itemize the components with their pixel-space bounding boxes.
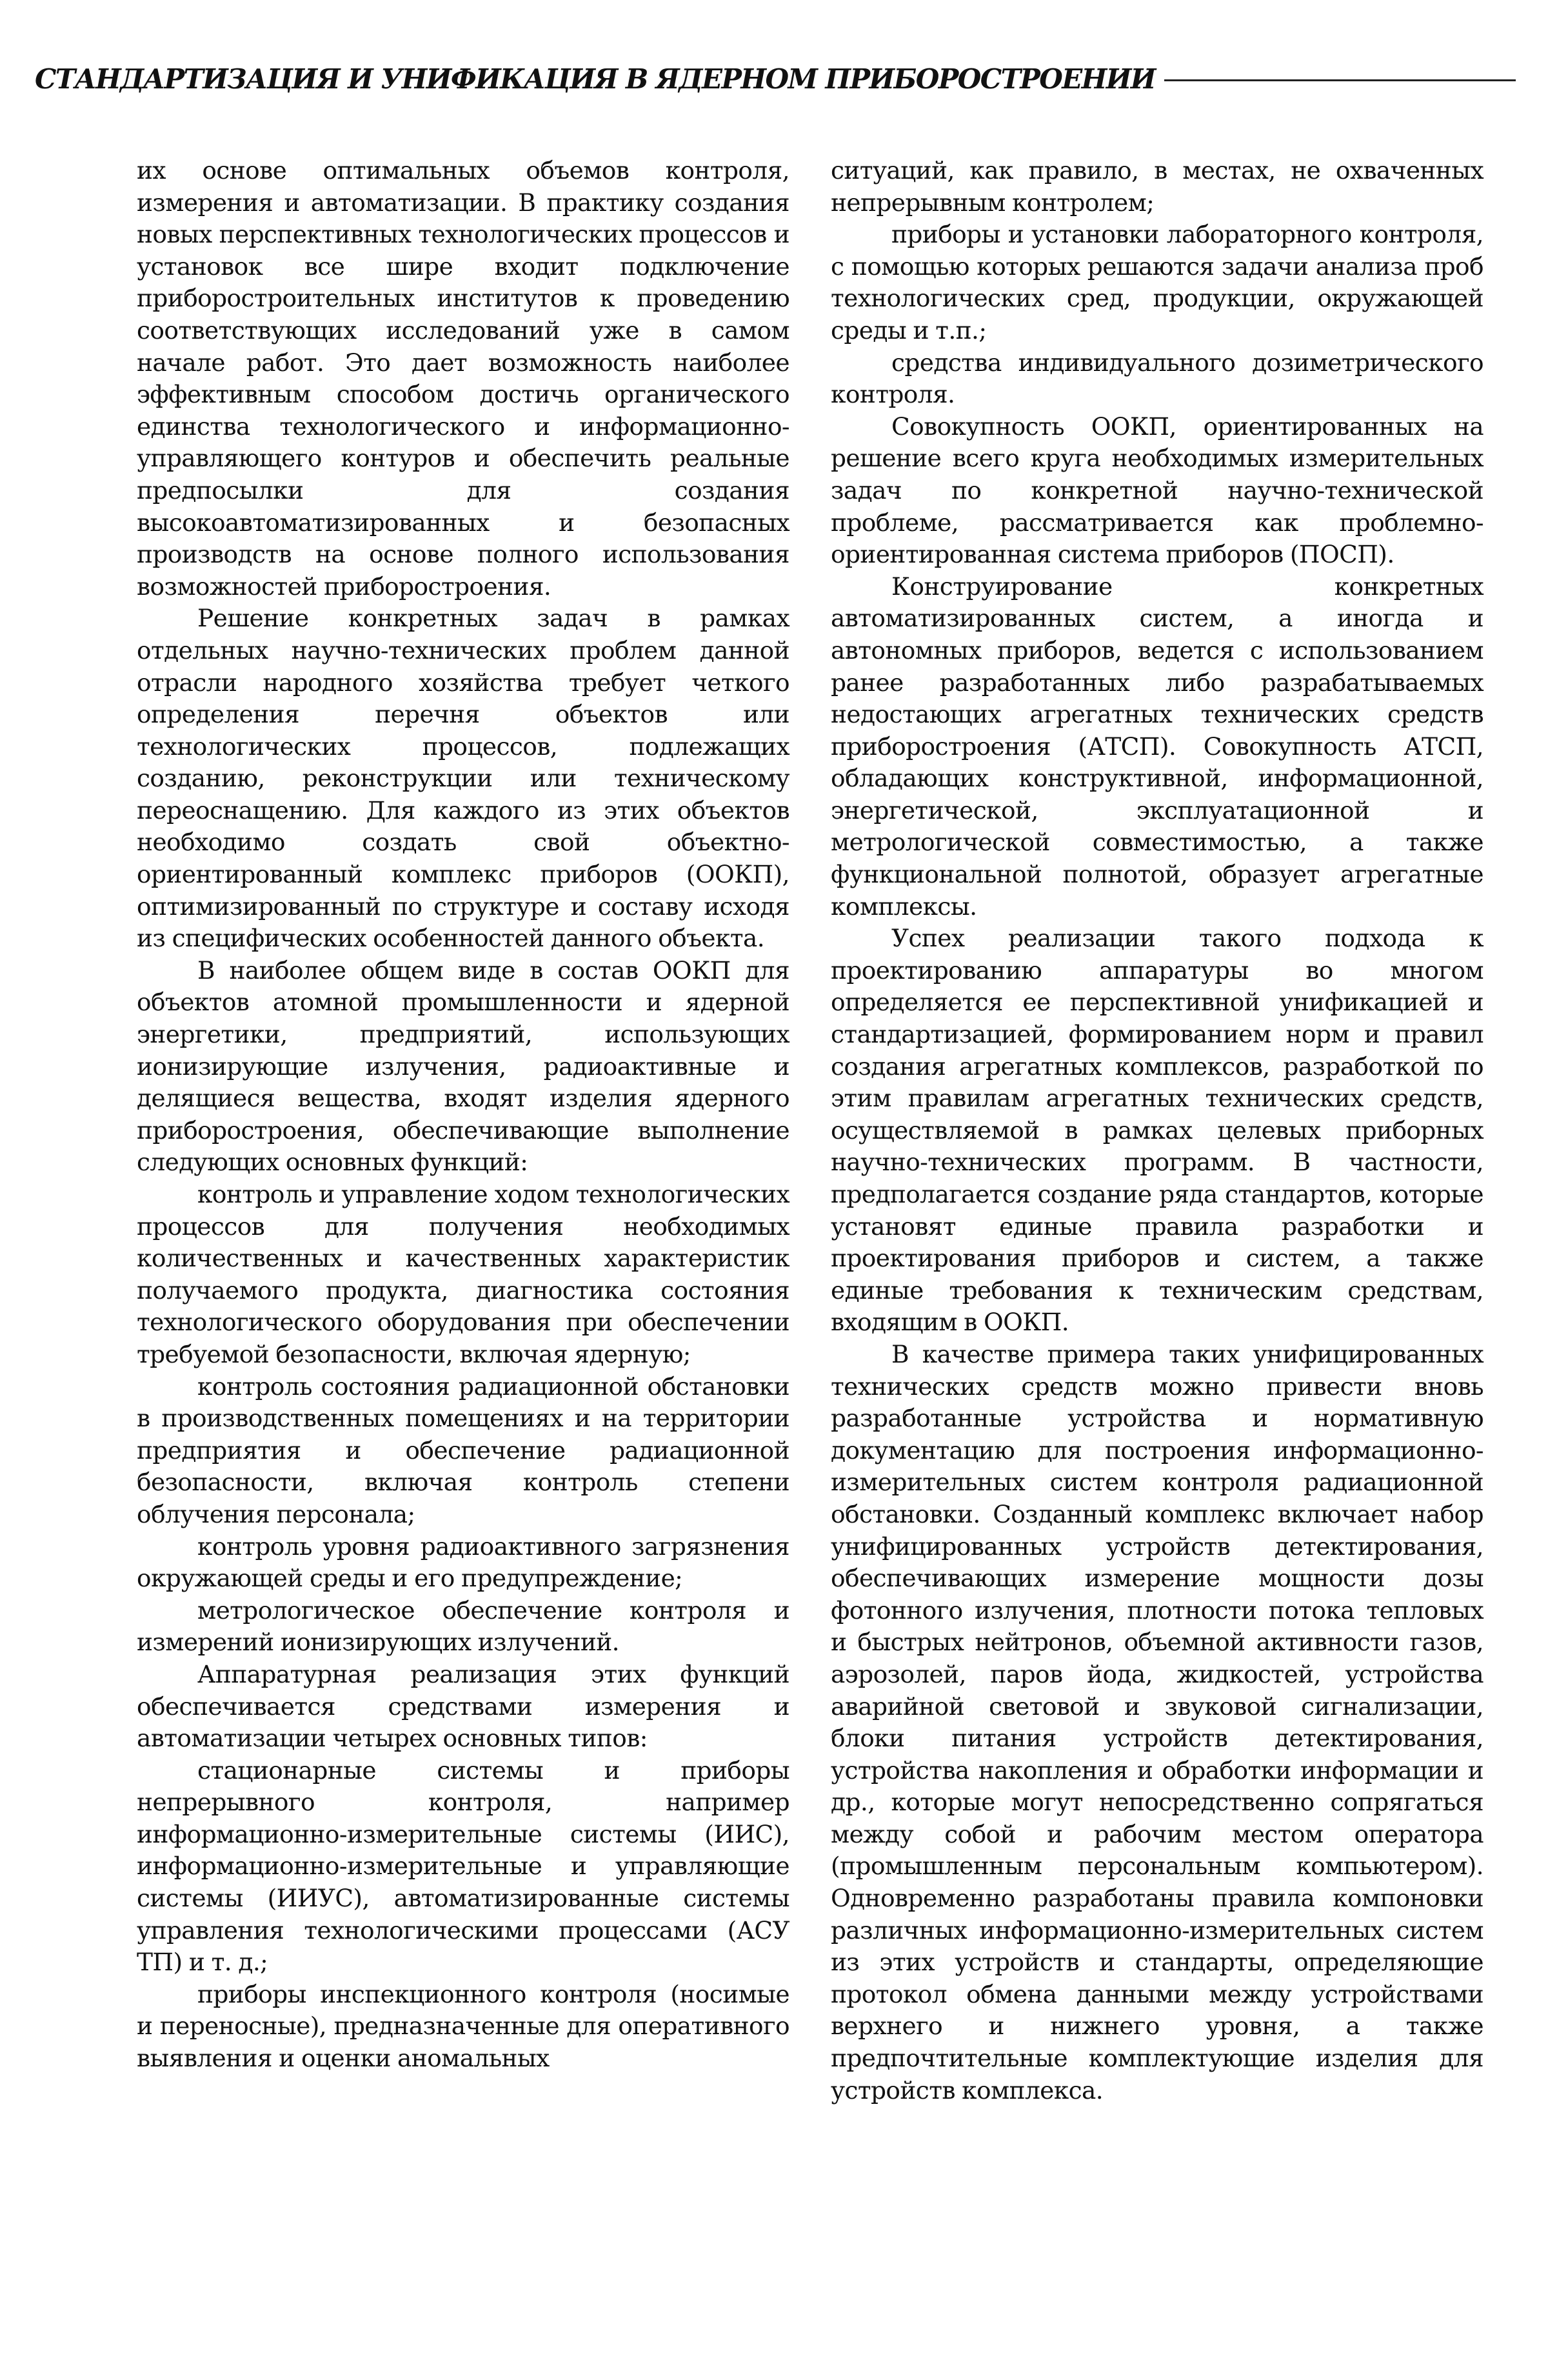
list-item: метрологическое обеспечение контроля и измерений ионизирующих излучений. [137, 1595, 789, 1657]
list-item: приборы и установки лабораторного контроля, с помощью которых решаются задачи анализа проб технологических сред, продукции, окружающей среды и т.п.; [831, 220, 1484, 345]
paragraph: Конструирование конкретных автоматизированных систем, а иногда и автономных приборов, ведется с использованием ранее разработанных либо разрабатываемых недостающих агрегатных технических средств приборостроения (АТСП). Совокупность АТСП, обладающих конструктивной, информационной, энергетической, эксплуатационной и метрологической совместимостью, а также функциональной полнотой, образует агрегатные комплексы. [831, 572, 1484, 921]
list-item: контроль уровня радиоактивного загрязнения окружающей среды и его предупреждение; [137, 1532, 789, 1593]
left-column [137, 155, 789, 2075]
list-item: ситуаций, как правило, в местах, не охваченных непрерывным контролем; [831, 156, 1484, 217]
paragraph: В наиболее общем виде в состав ООКП для объектов атомной промышленности и ядерной энергетики, предприятий, использующих ионизирующие излучения, радиоактивные и делящиеся вещества, входят изделия ядерного приборостроения, обеспечивающие выполнение следующих основных функций: [137, 955, 789, 1177]
paragraph: Совокупность ООКП, ориентированных на решение всего круга необходимых измерительных задач по конкретной научно-технической проблеме, рассматривается как проблемно-ориентированная система приборов (ПОСП). [831, 412, 1484, 569]
paragraph: Аппаратурная реализация этих функций обеспечивается средствами измерения и автоматизации четырех основных типов: [137, 1659, 789, 1753]
list-item: стационарные системы и приборы непрерывного контроля, например информационно-измерительные системы (ИИС), информационно-измерительные и управляющие системы (ИИУС), автоматизированные системы управления технологическими процессами (АСУ ТП) и т. д.; [137, 1755, 789, 1977]
paragraph: В качестве примера таких унифицированных технических средств можно привести вновь разработанные устройства и нормативную документацию для построения информационно-измерительных систем контроля радиационной обстановки. Созданный комплекс включает набор унифицированных устройств детектирования, обеспечивающих измерение мощности дозы фотонного излучения, плотности потока тепловых и быстрых нейтронов, объемной активности газов, аэрозолей, паров йода, жидкостей, устройства аварийной световой и звуковой сигнализации, блоки питания устройств детектирования, устройства накопления и обработки информации и др., которые могут непосредственно сопрягаться между собой и рабочим местом оператора (промышленным персональным компьютером). Одновременно разработаны правила компоновки различных информационно-измерительных систем из этих устройств и стандарты, определяющие протокол обмена данными между устройствами верхнего и нижнего уровня, а также предпочтительные комплектующие изделия для устройств комплекса. [831, 1339, 1484, 2105]
header-rule [1164, 79, 1516, 81]
paragraph: Успех реализации такого подхода к проектированию аппаратуры во многом определяется ее перспективной унификацией и стандартизацией, формированием норм и правил создания агрегатных комплексов, разработкой по этим правилам агрегатных технических средств, осуществляемой в рамках целевых приборных научно-технических программ. В частности, предполагается создание ряда стандартов, которые установят единые правила разработки и проектирования приборов и систем, а также единые требования к техническим средствам, входящим в ООКП. [831, 924, 1484, 1337]
list-item: контроль и управление ходом технологических процессов для получения необходимых количественных и качественных характеристик получаемого продукта, диагностика состояния технологического оборудования при обеспечении требуемой безопасности, включая ядерную; [137, 1180, 789, 1368]
list-item: средства индивидуального дозиметрического контроля. [831, 348, 1484, 409]
paragraph: Решение конкретных задач в рамках отдельных научно-технических проблем данной отрасли народного хозяйства требует четкого определения перечня объектов или технологических процессов, подлежащих созданию, реконструкции или техническому переоснащению. Для каждого из этих объектов необходимо создать свой объектно-ориентированный комплекс приборов (ООКП), оптимизированный по структуре и составу исходя из специфических особенностей данного объекта. [137, 604, 789, 953]
right-column [831, 155, 1484, 2106]
list-item: контроль состояния радиационной обстановки в производственных помещениях и на территории предприятия и обеспечение радиационной безопасности, включая контроль степени облучения персонала; [137, 1372, 789, 1528]
list-item: приборы инспекционного контроля (носимые и переносные), предназначенные для оперативного выявления и оценки аномальных [137, 1979, 789, 2073]
running-header [35, 58, 1516, 99]
header-title: СТАНДАРТИЗАЦИЯ И УНИФИКАЦИЯ В ЯДЕРНОМ ПРИБОРОСТРОЕНИИ [35, 63, 1155, 95]
paragraph: их основе оптимальных объемов контроля, измерения и автоматизации. В практику создания новых перспективных технологических процессов и установок все шире входит подключение приборостроительных институтов к проведению соответствующих исследований уже в самом начале работ. Это дает возможность наиболее эффективным способом достичь органического единства технологического и информационно-управляющего контуров и обеспечить реальные предпосылки для создания высокоавтоматизированных и безопасных производств на основе полного использования возможностей приборостроения. [137, 156, 789, 601]
